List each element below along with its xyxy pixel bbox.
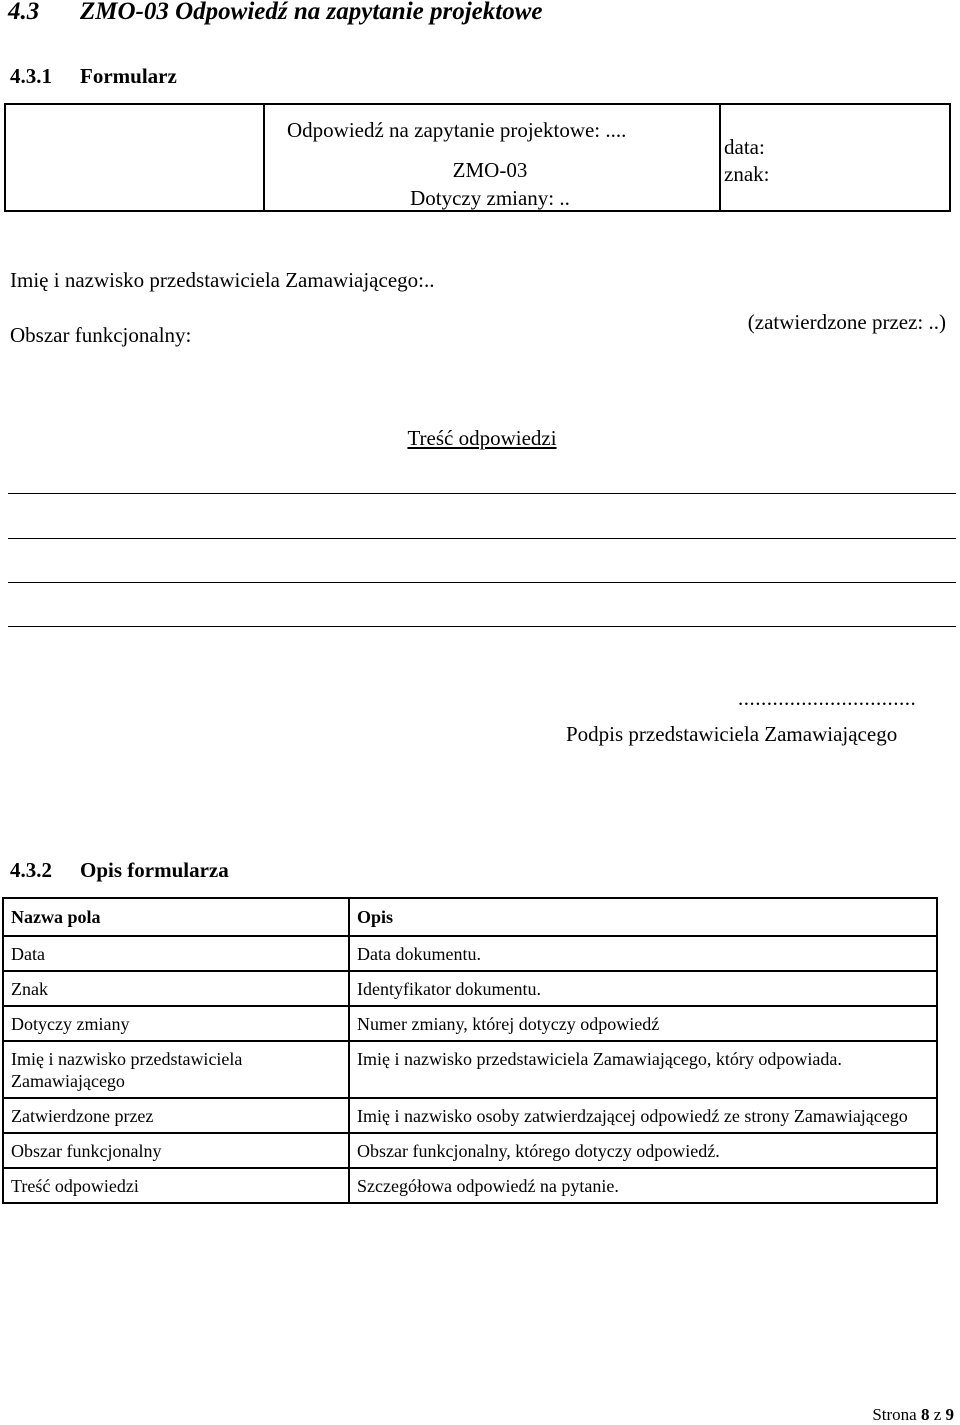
field-name-cell: Zatwierdzone przez: [3, 1098, 349, 1133]
representative-field: Imię i nazwisko przedstawiciela Zamawiającego:..: [10, 268, 435, 292]
response-line: [8, 493, 956, 494]
approved-by-field: (zatwierdzone przez: ..): [747, 310, 946, 334]
form-description-table: [2, 897, 938, 1204]
subsection-heading-desc: [10, 858, 229, 883]
footer-total-pages: 9: [945, 1405, 954, 1424]
subsection-heading-form: [10, 64, 177, 89]
field-name-cell: Imię i nazwisko przedstawiciela Zamawiającego: [3, 1041, 349, 1098]
form-date-label: data:: [724, 135, 765, 159]
table-row: [3, 1133, 937, 1168]
field-description-cell: Data dokumentu.: [349, 936, 937, 971]
footer-page-number: 8: [920, 1405, 930, 1424]
form-box-divider: [719, 105, 721, 210]
response-heading: Treść odpowiedzi: [407, 426, 557, 450]
footer-of: z: [933, 1405, 942, 1424]
subsection-number: 4.3.2: [10, 858, 52, 882]
table-row: [3, 1098, 937, 1133]
response-line: [8, 582, 956, 583]
signature-dots: ...............................: [738, 686, 917, 710]
section-title: ZMO-03 Odpowiedź na zapytanie projektowe: [80, 0, 543, 25]
form-concerns-change: Dotyczy zmiany: ..: [410, 186, 570, 210]
section-number: 4.3: [8, 0, 40, 25]
footer-prefix: Strona: [872, 1405, 917, 1424]
form-title-line: Odpowiedź na zapytanie projektowe: ....: [287, 118, 627, 142]
column-header-field-name: Nazwa pola: [3, 898, 349, 936]
subsection-title: Formularz: [80, 64, 177, 88]
field-name-cell: Data: [3, 936, 349, 971]
field-description-cell: Imię i nazwisko przedstawiciela Zamawiającego, który odpowiada.: [349, 1041, 937, 1098]
field-description-cell: Numer zmiany, której dotyczy odpowiedź: [349, 1006, 937, 1041]
table-header-row: [3, 898, 937, 936]
page-footer: [872, 1405, 954, 1425]
field-name-cell: Dotyczy zmiany: [3, 1006, 349, 1041]
functional-area-field: Obszar funkcjonalny:: [10, 323, 192, 347]
table-row: [3, 1041, 937, 1098]
form-box-divider: [263, 105, 265, 210]
field-description-cell: Imię i nazwisko osoby zatwierdzającej odpowiedź ze strony Zamawiającego: [349, 1098, 937, 1133]
table-row: [3, 971, 937, 1006]
signature-label: Podpis przedstawiciela Zamawiającego: [566, 722, 898, 746]
field-name-cell: Znak: [3, 971, 349, 1006]
table-row: [3, 1006, 937, 1041]
field-name-cell: Treść odpowiedzi: [3, 1168, 349, 1203]
form-code: ZMO-03: [452, 158, 528, 182]
subsection-title: Opis formularza: [80, 858, 229, 882]
response-line: [8, 538, 956, 539]
field-name-cell: Obszar funkcjonalny: [3, 1133, 349, 1168]
table-row: [3, 936, 937, 971]
field-description-cell: Identyfikator dokumentu.: [349, 971, 937, 1006]
subsection-number: 4.3.1: [10, 64, 52, 88]
column-header-description: Opis: [349, 898, 937, 936]
form-ref-label: znak:: [724, 162, 770, 186]
field-description-cell: Szczegółowa odpowiedź na pytanie.: [349, 1168, 937, 1203]
field-description-cell: Obszar funkcjonalny, którego dotyczy odpowiedź.: [349, 1133, 937, 1168]
response-line: [8, 626, 956, 627]
section-heading: [8, 0, 543, 26]
table-row: [3, 1168, 937, 1203]
